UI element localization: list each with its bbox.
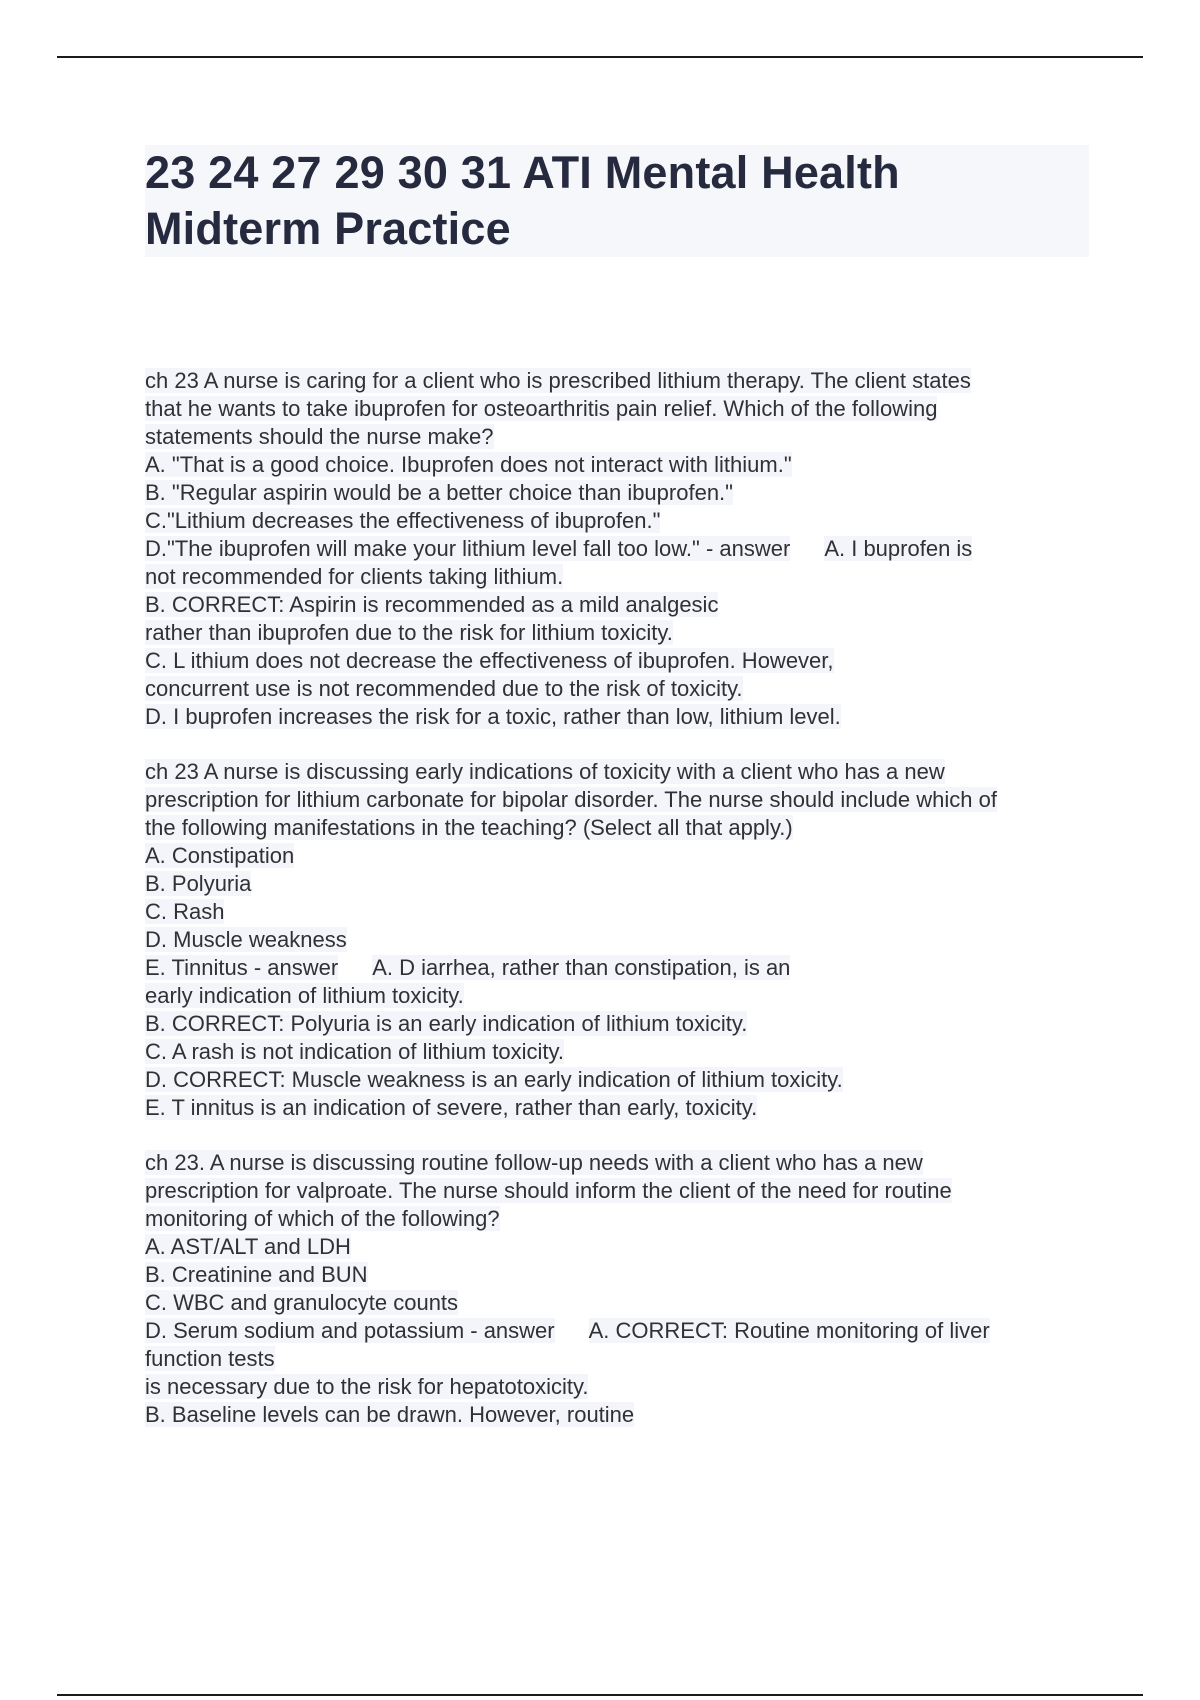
question-block — [145, 1149, 1105, 1429]
explanation-line: C. A rash is not indication of lithium toxicity. — [145, 1039, 564, 1064]
option-a: A. Constipation — [145, 843, 295, 868]
question-text-line: ch 23. A nurse is discussing routine follow-up needs with a client who has a new — [145, 1150, 923, 1175]
answer-text: A. CORRECT: Routine monitoring of liver — [588, 1318, 990, 1343]
explanation-line: early indication of lithium toxicity. — [145, 983, 464, 1008]
page-title-line-1: 23 24 27 29 30 31 ATI Mental Health — [145, 147, 900, 198]
explanation-line: rather than ibuprofen due to the risk for lithium toxicity. — [145, 620, 673, 645]
page-title — [145, 145, 1089, 257]
answer-text: A. I buprofen is — [824, 536, 973, 561]
explanation-line: C. L ithium does not decrease the effectiveness of ibuprofen. However, — [145, 648, 834, 673]
document-body — [145, 367, 1105, 1456]
explanation-line: concurrent use is not recommended due to the risk of toxicity. — [145, 676, 743, 701]
answer-prompt: D."The ibuprofen will make your lithium level fall too low." - answer — [145, 536, 791, 561]
option-a: A. AST/ALT and LDH — [145, 1234, 351, 1259]
explanation-line: D. CORRECT: Muscle weakness is an early indication of lithium toxicity. — [145, 1067, 843, 1092]
top-rule — [57, 56, 1143, 58]
explanation-line: is necessary due to the risk for hepatotoxicity. — [145, 1374, 589, 1399]
option-c: C. WBC and granulocyte counts — [145, 1290, 459, 1315]
option-b: B. Polyuria — [145, 871, 252, 896]
option-d: D. Muscle weakness — [145, 927, 347, 952]
answer-text: A. D iarrhea, rather than constipation, is an — [372, 955, 791, 980]
explanation-line: E. T innitus is an indication of severe, rather than early, toxicity. — [145, 1095, 758, 1120]
explanation-line: D. I buprofen increases the risk for a toxic, rather than low, lithium level. — [145, 704, 841, 729]
question-text-line: monitoring of which of the following? — [145, 1206, 500, 1231]
question-text-line: statements should the nurse make? — [145, 424, 494, 449]
question-text-line: prescription for lithium carbonate for bipolar disorder. The nurse should include which of — [145, 787, 997, 812]
option-c: C. Rash — [145, 899, 225, 924]
explanation-line: B. Baseline levels can be drawn. However, routine — [145, 1402, 635, 1427]
answer-prompt: E. Tinnitus - answer — [145, 955, 339, 980]
explanation-line: not recommended for clients taking lithium. — [145, 564, 564, 589]
option-b: B. "Regular aspirin would be a better choice than ibuprofen." — [145, 480, 733, 505]
question-text-line: prescription for valproate. The nurse should inform the client of the need for routine — [145, 1178, 952, 1203]
explanation-line: B. CORRECT: Aspirin is recommended as a mild analgesic — [145, 592, 719, 617]
question-block — [145, 758, 1105, 1122]
option-c: C."Lithium decreases the effectiveness of ibuprofen." — [145, 508, 661, 533]
explanation-line: function tests — [145, 1346, 275, 1371]
question-text-line: ch 23 A nurse is caring for a client who is prescribed lithium therapy. The client states — [145, 368, 971, 393]
explanation-line: B. CORRECT: Polyuria is an early indication of lithium toxicity. — [145, 1011, 748, 1036]
bottom-rule — [57, 1694, 1143, 1696]
answer-line — [145, 1317, 1105, 1345]
answer-prompt: D. Serum sodium and potassium - answer — [145, 1318, 555, 1343]
option-a: A. "That is a good choice. Ibuprofen does not interact with lithium." — [145, 452, 792, 477]
question-text-line: that he wants to take ibuprofen for osteoarthritis pain relief. Which of the following — [145, 396, 938, 421]
page-title-line-2: Midterm Practice — [145, 203, 511, 254]
answer-line — [145, 954, 1105, 982]
question-block — [145, 367, 1105, 731]
option-b: B. Creatinine and BUN — [145, 1262, 368, 1287]
question-text-line: ch 23 A nurse is discussing early indications of toxicity with a client who has a new — [145, 759, 945, 784]
answer-line — [145, 535, 1105, 563]
question-text-line: the following manifestations in the teaching? (Select all that apply.) — [145, 815, 793, 840]
